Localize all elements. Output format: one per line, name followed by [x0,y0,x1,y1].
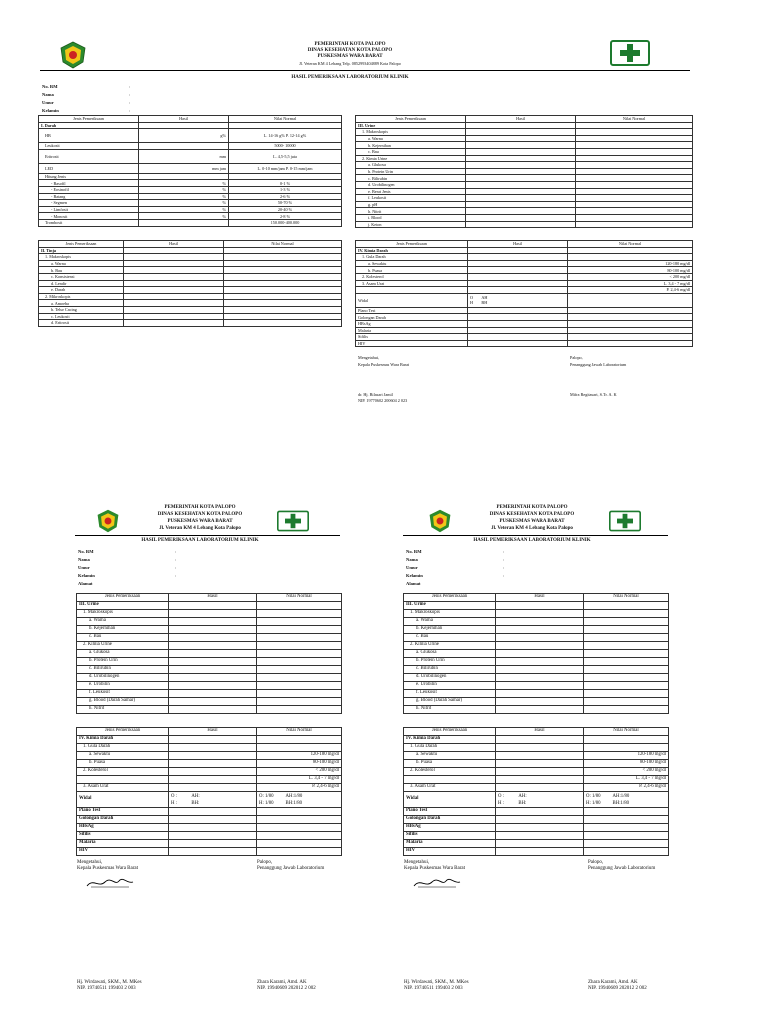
test-name: e. Darah [39,287,124,294]
col-header: Nilai Normal [224,241,342,248]
widal-ah-normal: AH:1/80 [612,793,630,799]
sig-right-name: Zhara Karami, Amd. AK [588,980,638,985]
palopo-emblem-icon [95,507,121,535]
widal-ah-normal: AH:1/80 [285,793,303,799]
widal-ah: AH: [518,793,527,799]
widal-o-normal: O: 1/80 [259,793,274,799]
test-name: HB [39,129,139,143]
widal-o: O : [171,793,177,799]
field-label: No. RM [406,549,422,554]
test-name: - Batang [39,193,139,200]
test-name: j. Keton [356,221,466,228]
test-name: - Limfosit [39,206,139,213]
test-name: c. Konsistensi [39,273,124,280]
test-normal [257,744,342,752]
test-name: d. Urobilinogen [356,181,466,188]
test-name: g. pH [356,201,466,208]
test-name: i. Blood [356,214,466,221]
report-title: HASIL PEMERIKSAAN LABORATORIUM KLINIK [141,538,259,543]
widal-h-normal: H: 1/80 [259,800,274,806]
header-line2: DINAS KESEHATAN KOTA PALOPO [489,512,575,517]
sig-right-role: Penanggung Jawab Laboratorium [257,866,325,871]
sig-left-title: Mengetahui, [358,355,380,360]
test-name: Trombosit [39,219,139,226]
test-normal: 80-100 mg/dl [568,267,693,274]
test-name: a. Warna [39,260,124,267]
test-unit [139,219,229,226]
test-name: c. Bau [77,634,169,642]
test-name: h. Nitrit [356,208,466,215]
field-label: Nama [406,557,418,562]
test-name: HIV [356,340,468,347]
test-name: 3. Asam Urat [77,784,169,792]
test-unit: mm [139,149,229,163]
health-cross-icon [610,40,650,66]
col-header: Nilai Normal [584,594,669,602]
urine-table [355,115,693,228]
test-name: HBsAg [404,824,496,832]
darah-table [38,115,342,227]
field-label: Kelamin [78,573,95,578]
col-header: Hasil [139,116,229,123]
test-name: Plano Test [356,307,468,314]
widal-label: Widal [77,792,169,808]
col-header: Hasil [124,241,224,248]
test-normal: P. 2,4-6 mg/dl [584,784,669,792]
test-name: g. Blood (Darah Samar) [77,698,169,706]
header-line3: PUSKESMAS WARA BARAT [167,519,233,524]
test-name: LED [39,163,139,173]
sig-left-name: Hj. Wirdawati, SKM., M. MKes [404,980,469,985]
widal-label: Widal [356,293,468,307]
test-name: a. Warna [404,618,496,626]
widal-h: H : [498,800,504,806]
header-line3: PUSKESMAS WARA BARAT [317,54,383,59]
sig-left-nip: NIP. 19740511 199403 2 003 [77,986,136,991]
test-name: Hitung Jenis [39,173,139,180]
sig-left-role: Kepala Puskesmas Wara Barat [77,866,139,871]
field-label: No. RM [78,549,94,554]
urine-table [76,593,342,714]
test-name: b. Bau [39,267,124,274]
urine-table [403,593,669,714]
test-name: Malaria [356,327,468,334]
test-normal: 2-8 % [229,213,342,220]
widal-label: Widal [404,792,496,808]
test-name: h. Nitrit [77,706,169,714]
test-name: e. Berat Jenis [356,188,466,195]
test-name: 1. Gula Darah [77,744,169,752]
test-name: b. Protein Urin [77,658,169,666]
sig-right-nip: NIP. 19940609 202012 2 002 [588,986,647,991]
widal-bh: BH: [518,800,527,806]
test-name: 2. Kolesterol [356,273,468,280]
test-name: b. Kejernihan [404,626,496,634]
col-header: Hasil [496,594,584,602]
test-name: 3. Asam Urat [356,280,468,287]
field-label: Umur [78,565,90,570]
test-name: f. Leukosit [356,195,466,202]
header-line2: DINAS KESEHATAN KOTA PALOPO [307,48,393,53]
widal-h: H [470,300,474,306]
test-normal: < 200 mg/dl [257,768,342,776]
test-normal: 120-180 mg/dl [568,260,693,267]
test-name: Golongan Darah [404,816,496,824]
test-unit: % [139,213,229,220]
test-name: d. Lendir [39,280,124,287]
report-title: HASIL PEMERIKSAAN LABORATORIUM KLINIK [473,538,591,543]
sig-left-nip: NIP. 19770602 200604 2 023 [358,398,408,403]
test-name: a. Glukosa [77,650,169,658]
test-normal [584,744,669,752]
test-name: 2. Kolesterol [404,768,496,776]
test-name: Golongan Darah [77,816,169,824]
col-header: Nilai Normal [257,728,342,736]
sig-right-name: Mifra Regitasari, S.Tr. A. K [570,392,617,397]
test-name: HIV [77,848,169,856]
test-unit: % [139,206,229,213]
header-address: Jl. Veteran KM 4 Lebang Kota Palopo [159,526,241,531]
test-name: Sifilis [356,334,468,341]
test-normal: L. 0-10 mm/jam P. 0-15 mm/jam [229,163,342,173]
test-name: 2. Kimia Urine [77,642,169,650]
widal-o: O [470,295,474,301]
col-header: Jenis Pemeriksaan [39,116,139,123]
test-name: Eritrosit [39,149,139,163]
test-unit: % [139,180,229,187]
col-header: Nilai Normal [576,116,693,123]
test-normal [568,254,693,261]
header-divider [75,535,340,536]
sig-right-role: Penanggung Jawab Laboratorium [570,362,627,367]
sig-left-title: Mengetahui, [404,860,430,865]
col-header: Hasil [466,116,576,123]
test-normal: 80-100 mg/dl [584,760,669,768]
field-label: Umur [42,100,54,105]
test-name: 2. Kimia Urine [404,642,496,650]
test-name: 2. Kolesterol [77,768,169,776]
test-normal: 0-1 % [229,180,342,187]
col-header: Jenis Pemeriksaan [77,728,169,736]
section-title: III. Urine [404,602,496,610]
col-header: Hasil [496,728,584,736]
signature-scribble-icon [85,876,135,890]
col-header: Nilai Normal [229,116,342,123]
widal-h: H : [171,800,177,806]
header-divider [40,70,690,71]
test-name: 3. Asam Urat [404,784,496,792]
sig-right-nip: NIP. 19940609 202012 2 002 [257,986,316,991]
test-normal: < 200 mg/dl [568,273,693,280]
test-name: d. Urobilinogen [404,674,496,682]
sig-right-role: Penanggung Jawab Laboratorium [588,866,656,871]
signature-scribble-icon [412,876,462,890]
test-name: c. Bilirubin [404,666,496,674]
health-cross-icon [277,510,309,532]
test-unit: % [139,200,229,207]
sig-left-role: Kepala Puskesmas Wara Barat [358,362,410,367]
palopo-emblem-icon [427,507,453,535]
section-title: III. Urine [77,602,169,610]
test-name: 1. Makroskopis [39,254,124,261]
col-header: Jenis Pemeriksaan [404,594,496,602]
header-address: Jl. Veteran KM 4 Lebang Telp. 0852993404889 Kota Palopo [299,61,401,66]
test-normal: L. 3,4 - 7 mg/dl [257,776,342,784]
test-name: Sifilis [404,832,496,840]
col-header: Jenis Pemeriksaan [77,594,169,602]
field-label: No. RM [42,84,58,89]
test-normal: 1-3 % [229,186,342,193]
test-name: Plano Test [77,808,169,816]
test-normal: P. 2,4-6 mg/dl [568,287,693,294]
widal-o: O : [498,793,504,799]
test-name: 1. Gula Darah [356,254,468,261]
sig-right-title: Palopo, [257,860,273,865]
col-header: Jenis Pemeriksaan [404,728,496,736]
field-label: Nama [42,92,54,97]
test-normal: 120-180 mg/dl [584,752,669,760]
test-normal: L. 3,4 - 7 mg/dl [584,776,669,784]
col-header: Nilai Normal [584,728,669,736]
test-normal: L. 4,5-5,5 juta [229,149,342,163]
col-header: Hasil [169,728,257,736]
test-name: - Eosinofil [39,186,139,193]
section-title: I. Darah [39,122,139,129]
health-cross-icon [609,510,641,532]
widal-bh-normal: BH:1/80 [612,800,630,806]
sig-left-role: Kepala Puskesmas Wara Barat [404,866,466,871]
test-name: e. Urobilin [77,682,169,690]
patient-info: No. RM : Nama : Umur : Kelamin : Alamat [406,549,505,586]
widal-h-normal: H: 1/80 [586,800,601,806]
test-name: 2. Mikroskopis [39,293,124,300]
test-name: 1. Gula Darah [404,744,496,752]
test-name: - Basofil [39,180,139,187]
test-name: Malaria [77,840,169,848]
test-name: b. Puasa [356,267,468,274]
test-normal: 2-6 % [229,193,342,200]
test-name: Leukosit [39,143,139,150]
test-name: a. Sewaktu [356,260,468,267]
test-unit: g% [139,129,229,143]
test-normal: P. 2,4-6 mg/dl [257,784,342,792]
test-name: b. Telur Cacing [39,306,124,313]
section-title: III. Urine [356,122,466,129]
header-divider [403,535,668,536]
sig-left-name: Hj. Wirdawati, SKM., M. MKes [77,980,142,985]
kimia-table [355,240,693,347]
test-name: f. Leukosit [77,690,169,698]
widal-bh: BH: [191,800,200,806]
test-unit: mm jam [139,163,229,173]
report-title: HASIL PEMERIKSAAN LABORATORIUM KLINIK [291,75,409,80]
test-name: e. Urobilin [404,682,496,690]
header-line1: PEMERINTAH KOTA PALOPO [164,505,236,510]
widal-bh-normal: BH:1/80 [285,800,303,806]
col-header: Nilai Normal [568,241,693,248]
test-name: Sifilis [77,832,169,840]
test-name: b. Kejernihan [356,142,466,149]
test-name: h. Nitrit [404,706,496,714]
header-line1: PEMERINTAH KOTA PALOPO [314,42,386,47]
test-name: a. Glukosa [404,650,496,658]
test-name: c. Leukosit [39,313,124,320]
test-name: b. Kejernihan [77,626,169,634]
col-header: Hasil [468,241,568,248]
test-name: g. Blood (Darah Samar) [404,698,496,706]
test-unit: % [139,186,229,193]
test-name: Malaria [404,840,496,848]
section-title: II. Tinja [39,247,124,254]
test-name: b. Puasa [77,760,169,768]
widal-ah: AH [481,295,488,301]
test-name: 2. Kimia Urine [356,155,466,162]
test-normal: L. 3,4 - 7 mg/dl [568,280,693,287]
test-name: d. Urobilinogen [77,674,169,682]
sig-left-nip: NIP. 19740511 199403 2 003 [404,986,463,991]
test-normal: < 200 mg/dl [584,768,669,776]
test-name: b. Protein Urin [356,168,466,175]
test-normal: 120-180 mg/dl [257,752,342,760]
header-line1: PEMERINTAH KOTA PALOPO [496,505,568,510]
tinja-table [38,240,342,327]
sig-right-title: Palopo, [588,860,604,865]
test-name: - Monosit [39,213,139,220]
test-name: a. Sewaktu [404,752,496,760]
test-name: a. Glukosa [356,162,466,169]
test-name: HBsAg [77,824,169,832]
test-name: - Segmen [39,200,139,207]
test-name: HBsAg [356,320,468,327]
test-name: HIV [404,848,496,856]
test-normal: 150.000-400.000 [229,219,342,226]
test-name: a. Warna [77,618,169,626]
sig-right-name: Zhara Karami, Amd. AK [257,980,307,985]
test-name: 1. Makroskopis [404,610,496,618]
kimia-table [76,727,342,856]
field-label: Kelamin [42,108,59,113]
field-label: Alamat [78,581,93,586]
test-name: a. Warna [356,135,466,142]
test-name: b. Protein Urin [404,658,496,666]
test-name: Plano Test [404,808,496,816]
header-line3: PUSKESMAS WARA BARAT [499,519,565,524]
section-title: IV. Kimia Darah [404,736,496,744]
test-name: a. Sewaktu [77,752,169,760]
field-label: Alamat [406,581,421,586]
patient-info: No. RM : Nama : Umur : Kelamin : [40,82,132,124]
widal-ah: AH: [191,793,200,799]
test-unit: % [139,193,229,200]
col-header: Hasil [169,594,257,602]
field-label: Umur [406,565,418,570]
test-name: c. Bau [404,634,496,642]
col-header: Jenis Pemeriksaan [356,241,468,248]
field-label: Nama [78,557,90,562]
test-name: d. Eritrosit [39,320,124,327]
widal-o-normal: O: 1/80 [586,793,601,799]
test-name: 1. Makroskopis [77,610,169,618]
test-name: f. Leukosit [404,690,496,698]
test-normal: L. 14-16 g% P. 12-14 g% [229,129,342,143]
test-name: 1. Makroskopis [356,129,466,136]
test-name: Golongan Darah [356,314,468,321]
test-name: c. Bilirubin [77,666,169,674]
section-title: IV. Kimia Darah [356,247,468,254]
field-label: Kelamin [406,573,423,578]
col-header: Jenis Pemeriksaan [356,116,466,123]
test-normal: 80-100 mg/dl [257,760,342,768]
test-name: c. Bau [356,148,466,155]
test-normal: 50-70 % [229,200,342,207]
sig-right-title: Palopo, [570,355,583,360]
test-unit [139,143,229,150]
sig-left-title: Mengetahui, [77,860,103,865]
test-name: a. Amoeba [39,300,124,307]
header-line2: DINAS KESEHATAN KOTA PALOPO [157,512,243,517]
widal-bh: BH [481,300,488,306]
test-name: b. Puasa [404,760,496,768]
test-normal: 5000- 10000 [229,143,342,150]
test-name: c. Bilirubin [356,175,466,182]
palopo-emblem-icon [58,40,88,70]
sig-left-name: dr. Hj. Bilasari Jamil [358,392,393,397]
section-title: IV. Kimia Darah [77,736,169,744]
patient-info: No. RM : Nama : Umur : Kelamin : Alamat [78,549,177,586]
header-address: Jl. Veteran KM 4 Lebang Kota Palopo [491,526,573,531]
kimia-table [403,727,669,856]
col-header: Jenis Pemeriksaan [39,241,124,248]
test-normal: 20-40 % [229,206,342,213]
col-header: Nilai Normal [257,594,342,602]
